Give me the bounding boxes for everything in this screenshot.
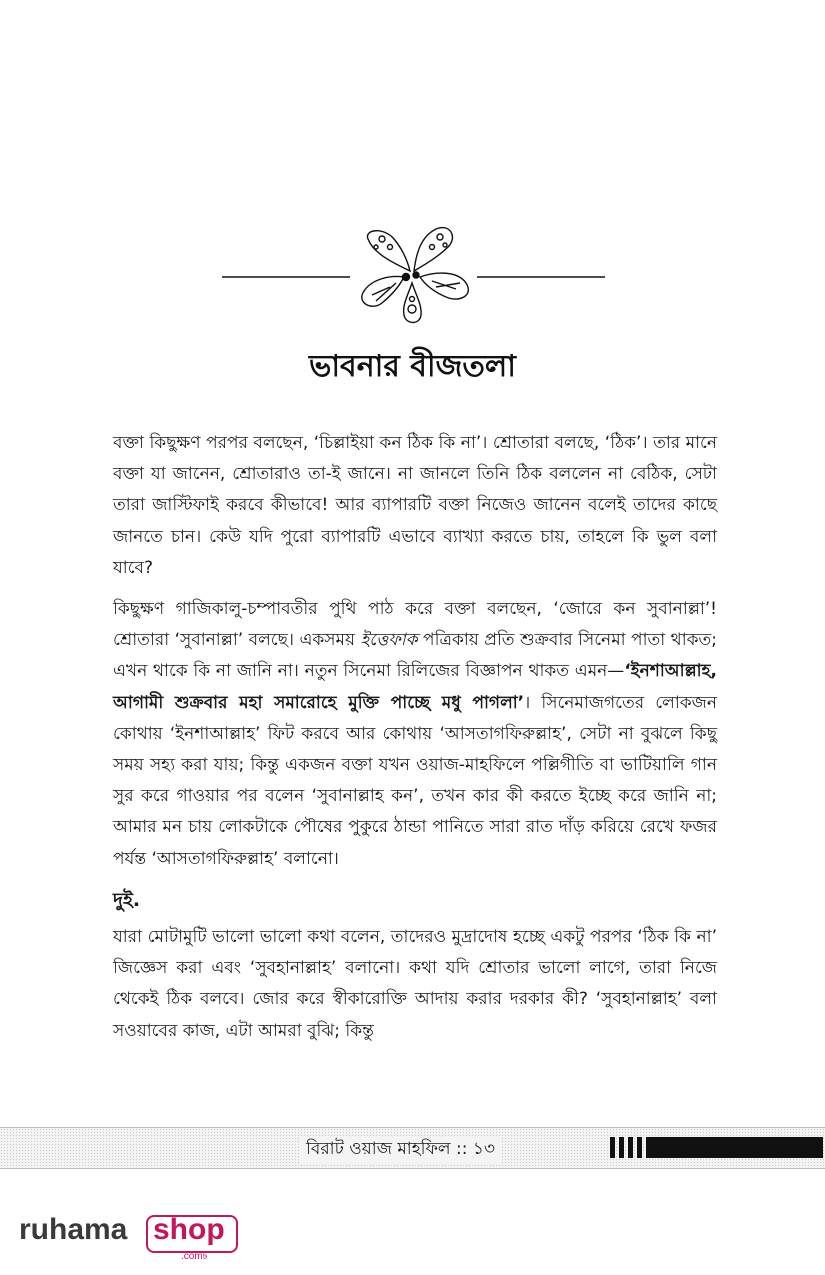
paragraph-text: বক্তা কিছুক্ষণ পরপর বলছেন, ‘চিল্লাইয়া কন ঠিক কি না’। শ্রোতারা বলছে, ‘ঠিক’। তার মানে বক্তা যা জানেন, শ্রোতারাও তা-ই জানে। না জানলে তিনি ঠিক বললেন না বেঠিক, সেটা তারা জাস্টিফাই করবে কীভাবে! আর ব্যাপারটি বক্তা নিজেও জানেন বলেই তাদের কাছে জানতে চান। কেউ যদি পুরো ব্যাপারটি এভাবে ব্যাখ্যা করতে চায়, তাহলে কি ভুল বলা যাবে? (113, 433, 717, 578)
running-footer: বিরাট ওয়াজ মাহফিল :: ১৩ (300, 1136, 501, 1164)
publisher-logo (19, 1203, 239, 1261)
footer-bar-long (646, 1137, 823, 1158)
logo-word: ruhama (19, 1213, 128, 1246)
paragraph-text: । সিনেমাজগতের লোকজন কোথায় ‘ইনশাআল্লাহ’ ফিট করবে আর কোথায় ‘আসতাগফিরুল্লাহ’, সেটা না বুঝলে কিছু সময় সহ্য করা যায়; কিন্তু একজন বক্তা যখন ওয়াজ-মাহফিলে পল্লিগীতি বা ভাটিয়ালি গান সুর করে গাওয়ার পর বলেন ‘সুবানাল্লাহ কন’, তখন কার কী করতে ইচ্ছে করে জানি না; আমার মন চায় লোকটাকে পৌষের পুকুরে ঠান্ডা পানিতে সারা রাত দাঁড় করিয়ে রেখে ফজর পর্যন্ত ‘আসতাগফিরুল্লাহ’ বলানো। (113, 692, 717, 869)
footer-bar (628, 1137, 633, 1158)
paragraph-text: যারা মোটামুটি ভালো ভালো কথা বলেন, তাদেরও মুদ্রাদোষ হচ্ছে একটু পরপর ‘ঠিক কি না’ জিজ্ঞেস করা এবং ‘সুবহানাল্লাহ’ বলানো। কথা যদি শ্রোতার ভালো লাগে, তারা নিজে থেকেই ঠিক বলবে। জোর করে স্বীকারোক্তি আদায় করার দরকার কী? ‘সুবহানাল্লাহ’ বলা সওয়াবের কাজ, এটা আমরা বুঝি; কিন্তু (113, 927, 717, 1041)
chapter-title: ভাবনার বীজতলা (309, 349, 516, 384)
paragraph-3 (113, 922, 717, 1047)
bold-quote: ‘ইনশাআল্লাহ, আগামী শুক্রবার মহা সমারোহে মুক্তি পাচ্ছে মধু পাগলা’ (113, 661, 717, 713)
chapter-ornament (0, 225, 825, 335)
logo-highlight: shop (153, 1213, 225, 1246)
footer-bar (610, 1137, 615, 1158)
paragraph-text: পত্রিকায় প্রতি শুক্রবার সিনেমা পাতা থাকত; এখন থাকে কি না জানি না। নতুন সিনেমা রিলিজের বিজ্ঞাপন থাকত এমন— (113, 630, 717, 682)
paragraph-text: কিছুক্ষণ গাজিকালু-চম্পাবতীর পুথি পাঠ করে বক্তা বলছেন, ‘জোরে কন সুবানাল্লা’! শ্রোতারা ‘সুবানাল্লা’ বলছে। একসময় (113, 599, 717, 651)
paragraph-1 (113, 428, 717, 584)
body-text (113, 428, 717, 1057)
footer-bar (619, 1137, 624, 1158)
footer-bar (637, 1137, 642, 1158)
section-heading: দুই. (113, 888, 141, 911)
paragraph-2 (113, 594, 717, 875)
leaf-cluster-icon (362, 228, 469, 323)
logo-suffix: .com৳ (181, 1251, 208, 1262)
newspaper-name: ইত্তেফাক (360, 630, 418, 651)
footer-bars (610, 1137, 823, 1158)
